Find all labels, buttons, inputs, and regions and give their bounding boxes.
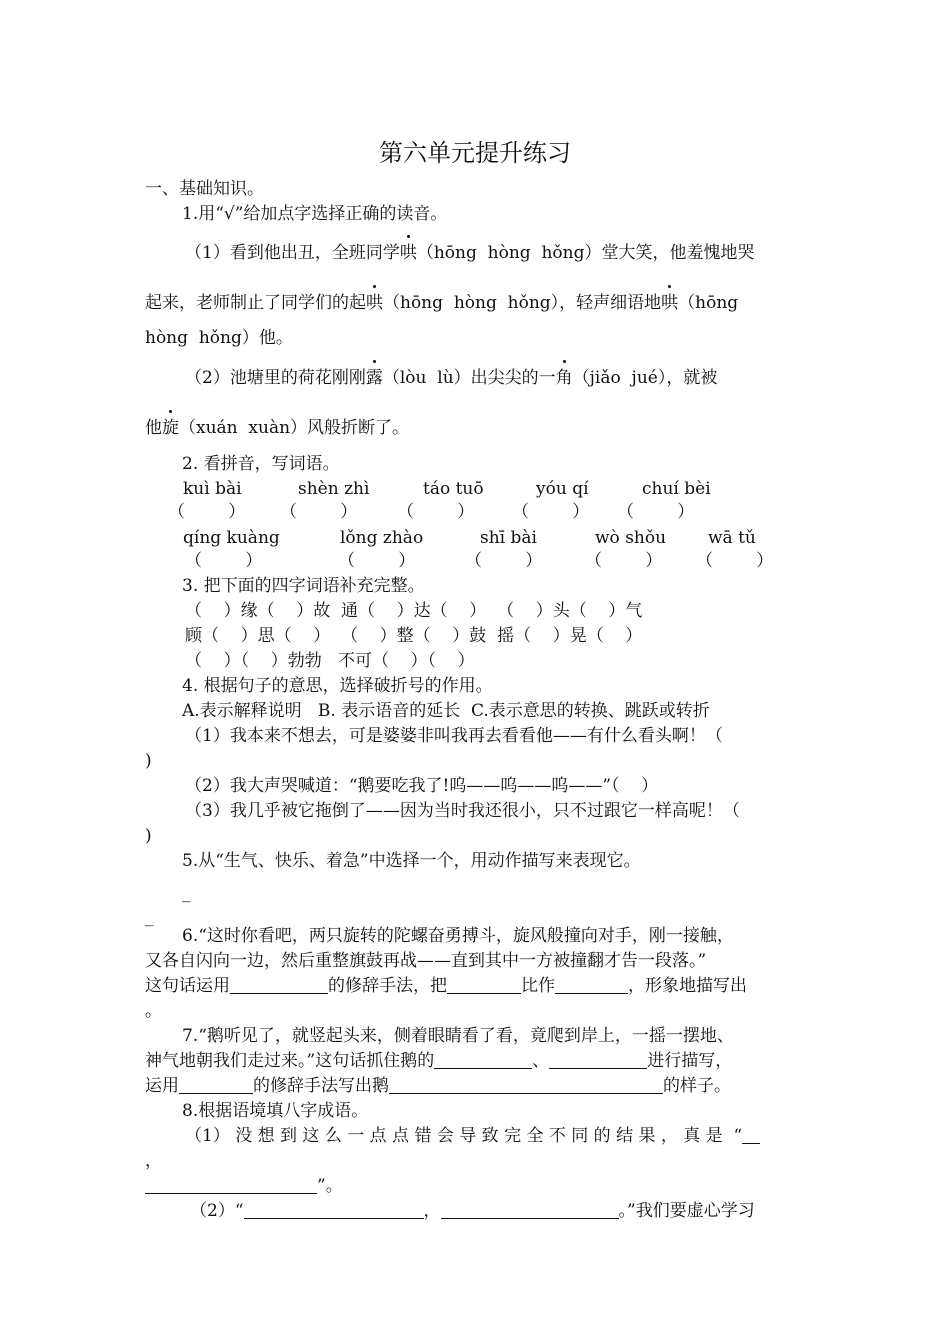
pinyin-5: chuí bèi [642, 479, 711, 499]
q3-line-2: 顾（ ）思（ ） （ ）整（ ）鼓 摇（ ）晃（ ） [185, 626, 643, 646]
q8-heading: 8.根据语境填八字成语。 [182, 1101, 369, 1121]
dotted-char: 哄 [661, 293, 679, 313]
pinyin-8: shī bài [480, 528, 537, 548]
q7-line-1: 7.“鹅听见了，就竖起头来，侧着眼睛看了看，竟爬到岸上，一摇一摆地、 [182, 1026, 734, 1046]
q6-line-1: 6.“这时你看吧，两只旋转的陀螺奋勇搏斗，旋风般撞向对手，刚一接触， [182, 926, 734, 946]
q8-sentence-2: （2）“ ， 。”我们要虚心学习 [190, 1201, 755, 1221]
pinyin-1: kuì bài [183, 479, 242, 499]
fill-blank[interactable] [555, 975, 628, 994]
pinyin-2: shèn zhì [298, 479, 370, 499]
q4-sentence-2: （2）我大声哭喊道：“鹅要吃我了!呜——呜——呜——”（ ） [185, 776, 659, 796]
q8-comma: ， [145, 1151, 162, 1171]
q1-line-3: hòng hǒng）他。 [145, 328, 293, 348]
fill-blank[interactable] [145, 1175, 317, 1194]
q8-sentence-1-end: ”。 [145, 1174, 343, 1198]
fill-blank[interactable] [244, 1200, 424, 1219]
pinyin-9: wò shǒu [595, 528, 667, 548]
q4-sentence-3: （3）我几乎被它拖倒了——因为当时我还很小，只不过跟它一样高呢！（ [185, 801, 740, 821]
q4-options: A.表示解释说明 B. 表示语音的延长 C.表示意思的转换、跳跃或转折 [182, 701, 710, 721]
answer-paren: （ ） [397, 502, 475, 522]
q5-answer-mark: _ [182, 883, 191, 903]
answer-paren: （ ） [338, 551, 416, 571]
fill-blank[interactable] [434, 1050, 532, 1069]
answer-paren: （ ） [696, 551, 774, 571]
q8-sentence-1: （1） 没 想 到 这 么 一 点 点 错 会 导 致 完 全 不 同 的 结 果 ， 真 是 “ [185, 1124, 760, 1148]
answer-paren: （ ） [512, 502, 590, 522]
q5-answer-mark: _ [145, 907, 154, 927]
q1-line-1: （1）看到他出丑，全班同学哄（hōng hòng hǒng）堂大笑，他羞愧地哭 [185, 243, 755, 263]
q6-line-4: 。 [145, 1001, 162, 1021]
answer-paren: （ ） [168, 502, 246, 522]
pinyin-10: wā tǔ [708, 528, 756, 548]
pinyin-4: yóu qí [536, 479, 589, 499]
q7-line-2: 神气地朝我们走过来。”这句话抓住鹅的 、 进行描写， [145, 1051, 733, 1071]
fill-blank[interactable] [441, 1200, 619, 1219]
fill-blank[interactable] [742, 1125, 760, 1144]
dotted-char: 哄 [366, 293, 383, 313]
q4-sentence-1: （1）我本来不想去，可是婆婆非叫我再去看看他——有什么看头啊！（ [185, 726, 723, 746]
q5-heading: 5.从“生气、快乐、着急”中选择一个，用动作描写来表现它。 [182, 851, 641, 871]
section-heading: 一、基础知识。 [145, 179, 264, 199]
q1-line-4: （2）池塘里的荷花刚刚露（lòu lù）出尖尖的一角（jiǎo jué），就被 [185, 368, 718, 388]
q4-sentence-1-end: ) [145, 751, 152, 771]
dotted-char: 角 [555, 368, 573, 388]
q1-heading: 1.用“√”给加点字选择正确的读音。 [182, 204, 448, 224]
q6-line-2: 又各自闪向一边，然后重整旗鼓再战——直到其中一方被撞翻才告一段落。” [145, 951, 707, 971]
q6-line-3: 这句话运用 的修辞手法，把 比作 ，形象地描写出 [145, 976, 747, 996]
dotted-char: 旋 [162, 418, 179, 438]
q1-line-5: 他旋（xuán xuàn）风般折断了。 [145, 418, 410, 438]
fill-blank[interactable] [389, 1075, 663, 1094]
pinyin-6: qíng kuàng [183, 528, 280, 548]
fill-blank[interactable] [447, 975, 521, 994]
pinyin-7: lǒng zhào [340, 528, 424, 548]
q7-line-3: 运用 的修辞手法写出鹅 的样子。 [145, 1076, 731, 1096]
answer-paren: （ ） [185, 551, 263, 571]
fill-blank[interactable] [549, 1050, 647, 1069]
fill-blank[interactable] [230, 975, 328, 994]
answer-paren: （ ） [280, 502, 358, 522]
answer-paren: （ ） [617, 502, 695, 522]
page-title: 第六单元提升练习 [379, 139, 571, 167]
q3-heading: 3. 把下面的四字词语补充完整。 [182, 576, 425, 596]
q3-line-3: （ ）（ ）勃勃 不可（ ）（ ） [185, 651, 475, 671]
answer-paren: （ ） [585, 551, 663, 571]
answer-paren: （ ） [465, 551, 543, 571]
pinyin-3: táo tuō [423, 479, 484, 499]
q4-heading: 4. 根据句子的意思，选择破折号的作用。 [182, 676, 493, 696]
q2-heading: 2. 看拼音，写词语。 [182, 454, 340, 474]
q3-line-1: （ ）缘（ ）故 通（ ）达（ ） （ ）头（ ）气 [185, 601, 643, 621]
q1-line-2: 起来，老师制止了同学们的起哄（hōng hòng hǒng），轻声细语地哄（hōng [145, 293, 739, 313]
dotted-char: 露 [365, 368, 383, 388]
fill-blank[interactable] [179, 1075, 253, 1094]
dotted-char: 哄 [399, 243, 417, 263]
q4-sentence-3-end: ) [145, 826, 152, 846]
